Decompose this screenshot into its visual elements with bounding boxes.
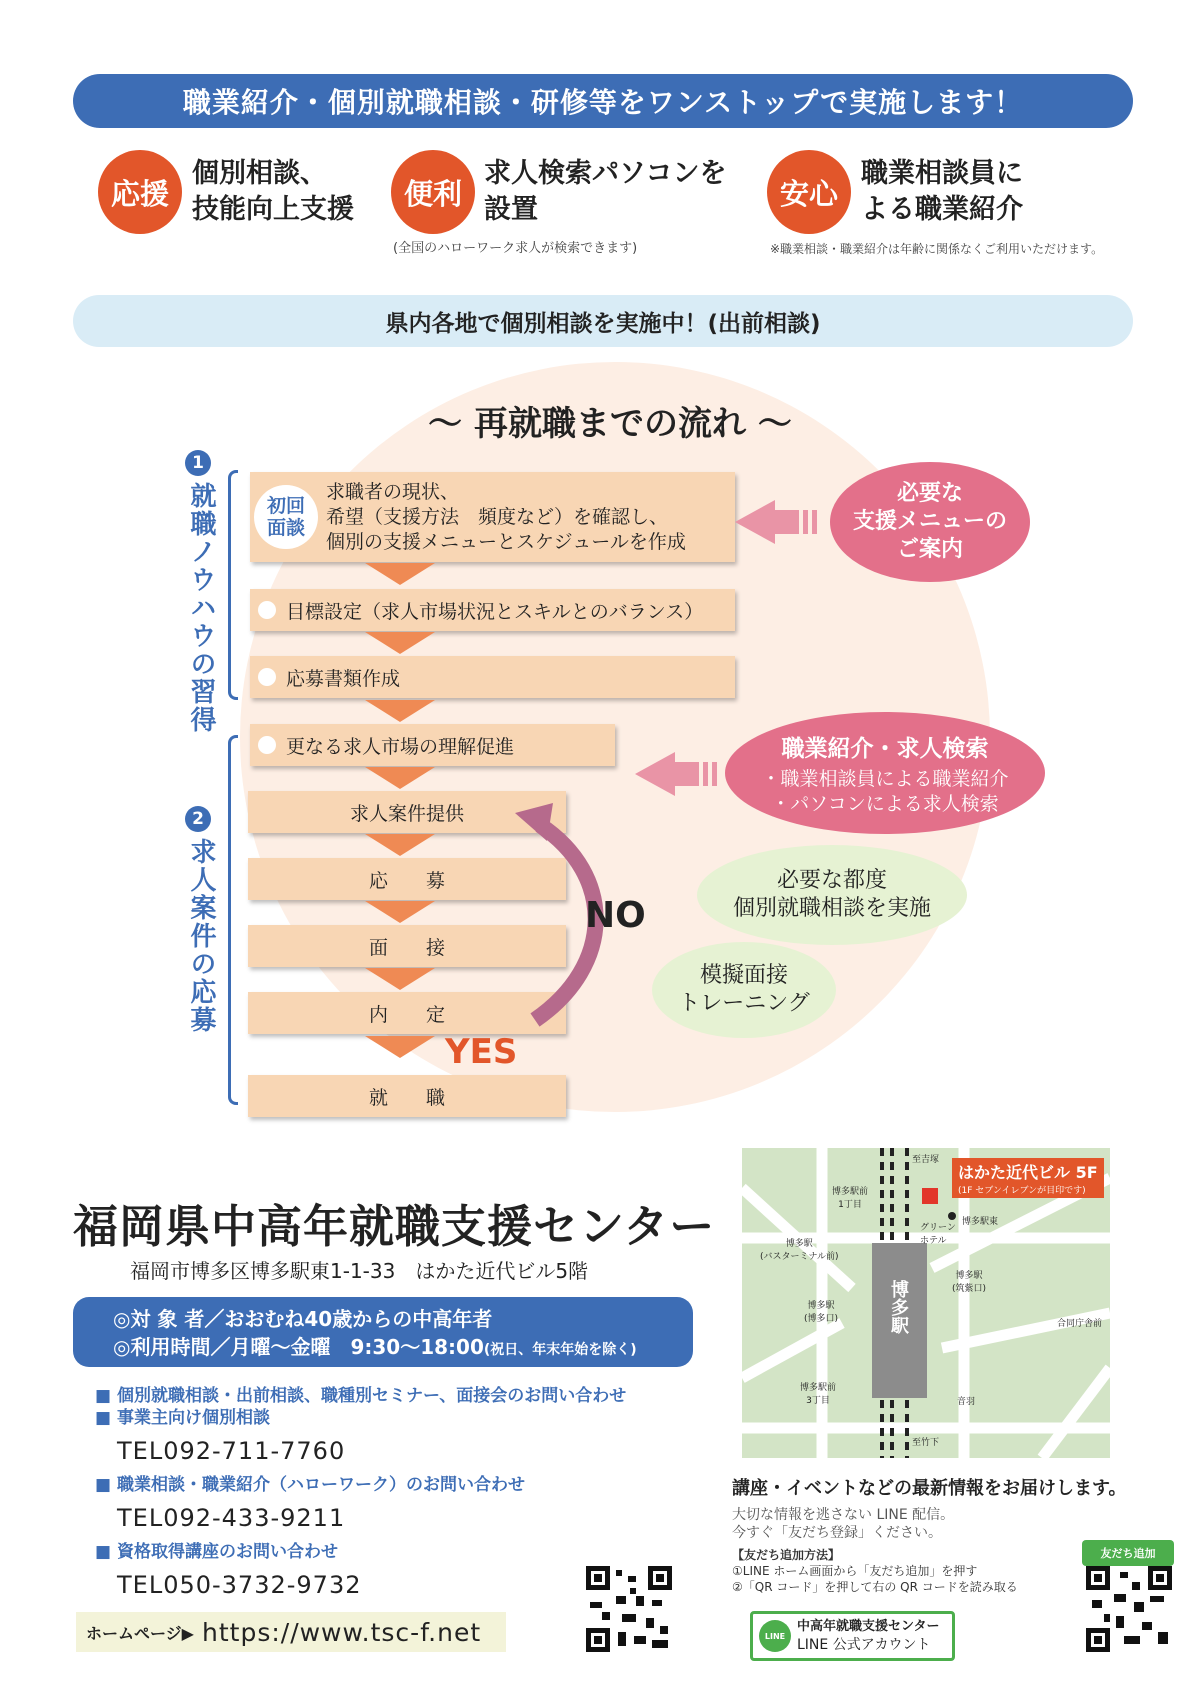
- access-map: [742, 1148, 1110, 1458]
- contact-heading: ■ 職業相談・職業紹介（ハローワーク）のお問い合わせ: [95, 1475, 525, 1495]
- org-hours-note: (祝日、年末年始を除く): [483, 1342, 637, 1358]
- map-label: 博多駅前 1丁目: [832, 1187, 869, 1210]
- first-interview-line: 希望（支援方法 頻度など）を確認し、: [326, 505, 669, 528]
- line-account-text: [797, 1618, 939, 1654]
- org-hours: ◎利用時間／月曜〜金曜 9:30〜18:00: [113, 1335, 484, 1359]
- line-logo-icon: LINE: [759, 1620, 791, 1652]
- contact-heading: ■ 資格取得講座のお問い合わせ: [95, 1542, 338, 1562]
- bubble-line: 支援メニューの: [852, 509, 1007, 534]
- phase2-bracket: [228, 735, 238, 1105]
- first-interview-line: 個別の支援メニューとスケジュールを作成: [326, 530, 686, 553]
- org-name: 福岡県中高年就職支援センター: [73, 1200, 716, 1253]
- feature-line: 技能向上支援: [192, 194, 354, 225]
- step-market: [250, 724, 615, 766]
- contact-block-1: [95, 1385, 626, 1465]
- no-label: NO: [585, 895, 646, 936]
- top-banner: 職業紹介・個別就職相談・研修等をワンストップで実施します！: [73, 74, 1133, 128]
- pink-arrow-left-icon: [635, 752, 720, 796]
- flow-arrow: [365, 632, 435, 654]
- line-account-box[interactable]: [750, 1611, 955, 1661]
- map-label: 音羽: [957, 1397, 976, 1407]
- yes-label: YES: [445, 1032, 518, 1072]
- feature-line: よる職業紹介: [861, 194, 1023, 225]
- step-market-label: 更なる求人市場の理解促進: [286, 735, 515, 758]
- feature-badge-support: 応援: [98, 150, 182, 234]
- consultation-bubble: [697, 845, 967, 945]
- step-first-interview: [250, 472, 735, 562]
- bullet-dot: [258, 668, 276, 686]
- feature-line: 求人検索パソコンを: [484, 158, 727, 189]
- flow-arrow: [365, 767, 435, 789]
- bullet-dot: [258, 736, 276, 754]
- step-apply: 応 募: [248, 858, 566, 900]
- line-qr-code-icon: [1086, 1566, 1172, 1652]
- contact-heading: ■ 事業主向け個別相談: [95, 1408, 270, 1428]
- contact-tel[interactable]: TEL050-3732-9732: [117, 1571, 362, 1599]
- contact-heading: ■ 個別就職相談・出前相談、職種別セミナー、面接会のお問い合わせ: [95, 1386, 627, 1406]
- flow-title: 〜 再就職までの流れ 〜: [428, 404, 792, 444]
- map-label: 博多駅 (博多口): [804, 1301, 839, 1324]
- phase2-label: 求人案件の応募: [186, 838, 216, 1034]
- phase1-bracket: [228, 470, 238, 700]
- line-method-step: ①LINE ホーム画面から「友だち追加」を押す: [732, 1564, 978, 1578]
- map-building-name: はかた近代ビル 5F: [958, 1163, 1098, 1182]
- step-goal: [250, 589, 735, 631]
- map-station-label: 博多駅: [888, 1280, 909, 1334]
- step-shushoku: 就 職: [248, 1075, 566, 1117]
- line-desc: 大切な情報を逃さない LINE 配信。: [732, 1507, 955, 1523]
- contact-tel[interactable]: TEL092-711-7760: [117, 1437, 346, 1465]
- bubble-item: ・パソコンによる求人検索: [771, 792, 999, 815]
- step-offer: 求人案件提供: [248, 791, 566, 833]
- contact-block-2: [95, 1474, 525, 1532]
- org-hours-row: [113, 1333, 693, 1364]
- map-label: 博多駅東: [962, 1217, 999, 1227]
- first-interview-text: [326, 480, 686, 555]
- contact-block-3: [95, 1541, 361, 1599]
- feature-note-safe: ※職業相談・職業紹介は年齢に関係なくご利用いただけます。: [770, 242, 1104, 256]
- feature-text-safe: [861, 156, 1023, 228]
- map-label: 合同庁舎前: [1057, 1319, 1103, 1329]
- bullet-dot: [258, 601, 276, 619]
- line-account-name: 中高年就職支援センター: [797, 1619, 940, 1634]
- step-docs-label: 応募書類作成: [286, 667, 401, 690]
- step-interview: 面 接: [248, 925, 566, 967]
- step-goal-label: 目標設定（求人市場状況とスキルとのバランス）: [286, 600, 704, 623]
- qr-code-icon: [586, 1566, 672, 1652]
- bubble-item: ・職業相談員による職業紹介: [761, 767, 1009, 790]
- flow-arrow: [365, 700, 435, 722]
- contact-tel[interactable]: TEL092-433-9211: [117, 1504, 346, 1532]
- flow-arrow: [365, 834, 435, 856]
- flow-arrow: [365, 901, 435, 923]
- homepage-link[interactable]: https://www.tsc-f.net: [202, 1617, 482, 1647]
- sub-banner: 県内各地で個別相談を実施中！(出前相談): [73, 295, 1133, 347]
- bubble-line: トレーニング: [678, 991, 810, 1016]
- pink-arrow-left-icon: [735, 500, 820, 544]
- feature-note-convenient: (全国のハローワーク求人が検索できます): [393, 241, 638, 256]
- flow-arrow: [365, 563, 435, 585]
- org-info-box: [73, 1297, 693, 1367]
- support-menu-bubble: [830, 462, 1030, 582]
- phase1-number: 1: [185, 450, 211, 476]
- first-interview-label: 面談: [266, 517, 305, 539]
- line-desc: 今すぐ「友だち登録」ください。: [732, 1525, 942, 1541]
- bubble-line: 個別就職相談を実施: [732, 896, 931, 921]
- bubble-line: ご案内: [896, 537, 963, 562]
- line-account-type: LINE 公式アカウント: [797, 1637, 931, 1653]
- feature-text-convenient: [484, 156, 726, 228]
- feature-line: 職業相談員に: [861, 158, 1023, 189]
- line-headline: 講座・イベントなどの最新情報をお届けします。: [732, 1478, 1127, 1499]
- first-interview-badge: [254, 485, 318, 549]
- map-label: 至竹下: [912, 1438, 940, 1448]
- map-label: 博多駅 (筑紫口): [952, 1271, 987, 1294]
- step-naitei: 内 定: [248, 992, 566, 1034]
- homepage-label: ホームページ▶: [86, 1623, 194, 1643]
- map-label: 至吉塚: [912, 1155, 940, 1165]
- flow-arrow: [365, 1036, 435, 1058]
- map-label: グリーン ホテル: [920, 1223, 956, 1246]
- step-docs: [250, 656, 735, 698]
- add-friend-button[interactable]: 友だち追加: [1082, 1540, 1174, 1566]
- first-interview-label: 初回: [266, 495, 305, 517]
- phase2-number: 2: [185, 806, 211, 832]
- feature-line: 個別相談、: [192, 158, 327, 189]
- feature-line: 設置: [484, 194, 538, 225]
- line-method: [732, 1547, 1018, 1595]
- feature-badge-safe: 安心: [767, 150, 851, 234]
- phase1-label: 就職ノウハウの習得: [186, 482, 216, 734]
- bubble-line: 必要な都度: [776, 868, 887, 893]
- homepage-bar: [76, 1612, 506, 1652]
- bubble-title: 職業紹介・求人検索: [781, 735, 989, 762]
- bubble-line: 模擬面接: [699, 963, 788, 988]
- bubble-line: 必要な: [896, 481, 963, 506]
- feature-text-support: [192, 156, 354, 228]
- first-interview-line: 求職者の現状、: [326, 480, 460, 503]
- line-description: [732, 1506, 954, 1542]
- line-method-title: 【友だち追加方法】: [732, 1548, 841, 1562]
- map-building-note: (1F セブンイレブンが目印です): [958, 1186, 1086, 1196]
- org-target: ◎対 象 者／おおむね40歳からの中高年者: [113, 1307, 493, 1331]
- map-label: 博多駅 (バスターミナル前): [760, 1239, 839, 1262]
- line-method-step: ②「QR コード」を押して右の QR コードを読み取る: [732, 1580, 1018, 1594]
- feature-badge-convenient: 便利: [391, 150, 475, 234]
- job-search-bubble: [725, 712, 1045, 834]
- org-address: 福岡市博多区博多駅東1-1-33 はかた近代ビル5階: [130, 1259, 589, 1283]
- flow-arrow: [365, 968, 435, 990]
- mock-interview-bubble: [652, 942, 836, 1038]
- map-label: 博多駅前 3丁目: [800, 1383, 837, 1406]
- map-building-box: [952, 1158, 1104, 1198]
